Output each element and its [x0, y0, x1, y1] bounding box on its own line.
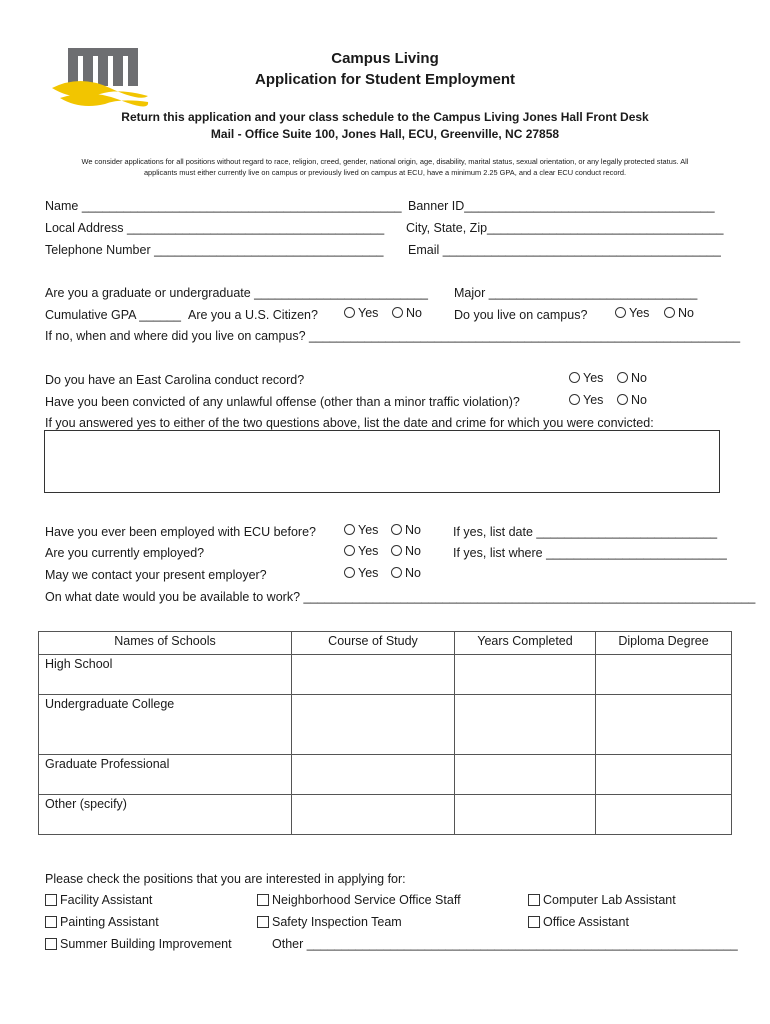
table-row [39, 795, 732, 835]
ecu-employed-question: Have you ever been employed with ECU before? [45, 525, 316, 539]
position-checkbox-office-assistant[interactable]: Office Assistant [528, 915, 629, 929]
course-cell[interactable] [292, 655, 455, 695]
degree-cell[interactable] [596, 695, 732, 755]
degree-cell[interactable] [596, 795, 732, 835]
checkbox-icon [45, 916, 57, 928]
radio-circle-icon [391, 524, 402, 535]
currently-employed-no-radio[interactable]: No [391, 544, 421, 558]
form-title: Campus Living [331, 50, 439, 67]
conviction-details-textbox[interactable] [44, 430, 720, 493]
table-header-row [39, 632, 732, 655]
mail-address: Mail - Office Suite 100, Jones Hall, ECU, Greenville, NC 27858 [210, 127, 560, 141]
position-checkbox-computer-lab[interactable]: Computer Lab Assistant [528, 893, 676, 907]
degree-cell[interactable] [596, 655, 732, 695]
campus-no-radio[interactable]: No [664, 306, 694, 320]
conduct-record-question: Do you have an East Carolina conduct record? [45, 373, 305, 387]
eligibility-notice: applicants must either currently live on campus or previously lived on campus at ECU, have a minimum 2.25 GPA, and a clear ECU conduct record. [143, 168, 627, 177]
radio-circle-icon [344, 307, 355, 318]
conviction-yes-radio[interactable]: Yes [569, 393, 603, 407]
city-state-zip-field[interactable]: City, State, Zip__________________________________ [406, 221, 724, 235]
education-table [38, 631, 732, 835]
position-checkbox-safety-inspection[interactable]: Safety Inspection Team [257, 915, 402, 929]
course-cell[interactable] [292, 795, 455, 835]
currently-employed-yes-radio[interactable]: Yes [344, 544, 378, 558]
checkbox-icon [528, 916, 540, 928]
contact-employer-yes-radio[interactable]: Yes [344, 566, 378, 580]
email-field[interactable]: Email ________________________________________ [408, 243, 721, 257]
radio-circle-icon [615, 307, 626, 318]
conviction-details-prompt: If you answered yes to either of the two questions above, list the date and crime for which you were convicted: [45, 416, 654, 430]
years-cell[interactable] [455, 795, 596, 835]
column-header: Names of Schools [39, 632, 292, 655]
position-other-field[interactable]: Other ______________________________________________________________ [272, 937, 738, 951]
positions-prompt: Please check the positions that you are interested in applying for: [45, 872, 406, 886]
table-row [39, 695, 732, 755]
table-row [39, 655, 732, 695]
course-cell[interactable] [292, 755, 455, 795]
ecu-employed-date-field[interactable]: If yes, list date __________________________ [453, 525, 718, 539]
column-header: Course of Study [292, 632, 455, 655]
radio-circle-icon [344, 567, 355, 578]
radio-circle-icon [391, 545, 402, 556]
contact-employer-no-radio[interactable]: No [391, 566, 421, 580]
nondiscrimination-notice: We consider applications for all positions without regard to race, religion, creed, gender, national origin, age, disability, marital status, sexual orientation, or any legally protected status. All [81, 157, 689, 166]
radio-circle-icon [664, 307, 675, 318]
checkbox-icon [45, 938, 57, 950]
school-name-cell: Other (specify) [39, 795, 292, 835]
gpa-field[interactable]: Cumulative GPA ______ [45, 308, 181, 322]
citizen-no-radio[interactable]: No [392, 306, 422, 320]
major-field[interactable]: Major ______________________________ [454, 286, 698, 300]
citizen-question: Are you a U.S. Citizen? [188, 308, 318, 322]
years-cell[interactable] [455, 755, 596, 795]
local-address-field[interactable]: Local Address _____________________________________ [45, 221, 385, 235]
school-name-cell: Graduate Professional [39, 755, 292, 795]
radio-circle-icon [617, 394, 628, 405]
school-name-cell: Undergraduate College [39, 695, 292, 755]
school-name-cell: High School [39, 655, 292, 695]
position-checkbox-neighborhood-service[interactable]: Neighborhood Service Office Staff [257, 893, 461, 907]
grad-undergrad-field[interactable]: Are you a graduate or undergraduate _________________________ [45, 286, 428, 300]
banner-id-field[interactable]: Banner ID____________________________________ [408, 199, 715, 213]
radio-circle-icon [344, 545, 355, 556]
radio-circle-icon [391, 567, 402, 578]
position-checkbox-painting-assistant[interactable]: Painting Assistant [45, 915, 159, 929]
checkbox-icon [257, 894, 269, 906]
availability-date-field[interactable]: On what date would you be available to work? _________________________________________________________________ [45, 590, 756, 604]
column-header: Diploma Degree [596, 632, 732, 655]
radio-circle-icon [617, 372, 628, 383]
years-cell[interactable] [455, 695, 596, 755]
degree-cell[interactable] [596, 755, 732, 795]
previous-campus-field[interactable]: If no, when and where did you live on campus? ______________________________________________________________ [45, 329, 741, 343]
column-header: Years Completed [455, 632, 596, 655]
telephone-field[interactable]: Telephone Number _________________________________ [45, 243, 384, 257]
position-checkbox-summer-building[interactable]: Summer Building Improvement [45, 937, 232, 951]
current-employer-field[interactable]: If yes, list where __________________________ [453, 546, 727, 560]
ecu-employed-no-radio[interactable]: No [391, 523, 421, 537]
position-checkbox-facility-assistant[interactable]: Facility Assistant [45, 893, 152, 907]
checkbox-icon [45, 894, 57, 906]
radio-circle-icon [344, 524, 355, 535]
course-cell[interactable] [292, 695, 455, 755]
years-cell[interactable] [455, 655, 596, 695]
ecu-employed-yes-radio[interactable]: Yes [344, 523, 378, 537]
conduct-no-radio[interactable]: No [617, 371, 647, 385]
conviction-question: Have you been convicted of any unlawful offense (other than a minor traffic violation)? [45, 395, 520, 409]
contact-employer-question: May we contact your present employer? [45, 568, 267, 582]
citizen-yes-radio[interactable]: Yes [344, 306, 378, 320]
checkbox-icon [257, 916, 269, 928]
conviction-no-radio[interactable]: No [617, 393, 647, 407]
return-instructions: Return this application and your class schedule to the Campus Living Jones Hall Front Desk [121, 110, 649, 124]
table-row [39, 755, 732, 795]
radio-circle-icon [392, 307, 403, 318]
currently-employed-question: Are you currently employed? [45, 546, 205, 560]
live-on-campus-question: Do you live on campus? [454, 308, 588, 322]
name-field[interactable]: Name ______________________________________________ [45, 199, 402, 213]
campus-yes-radio[interactable]: Yes [615, 306, 649, 320]
form-subtitle: Application for Student Employment [254, 71, 515, 88]
conduct-yes-radio[interactable]: Yes [569, 371, 603, 385]
radio-circle-icon [569, 372, 580, 383]
checkbox-icon [528, 894, 540, 906]
radio-circle-icon [569, 394, 580, 405]
